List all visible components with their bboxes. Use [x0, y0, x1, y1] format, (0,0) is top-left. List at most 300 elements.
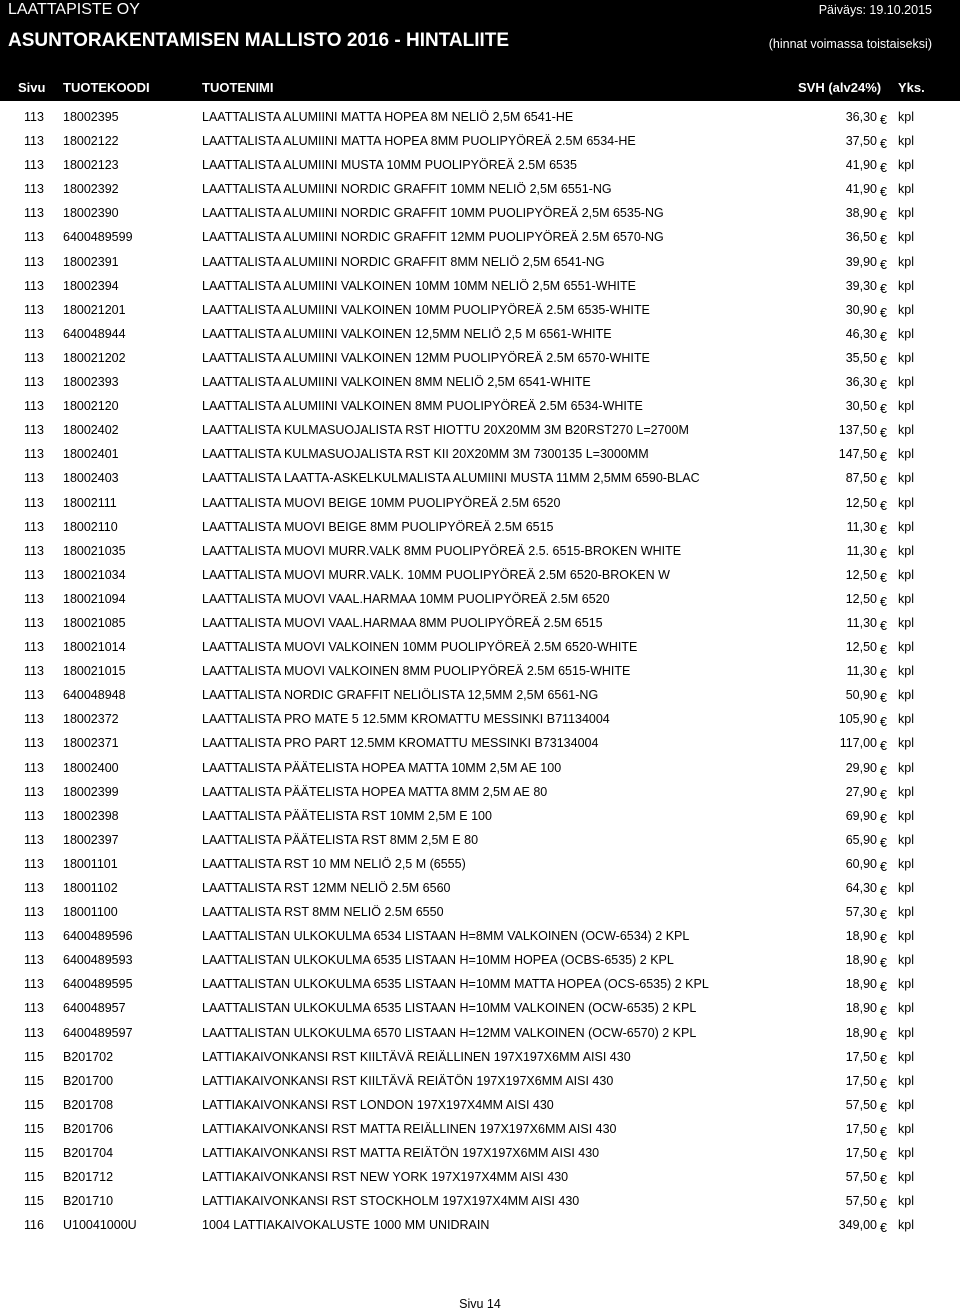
- euro-sign: €: [880, 667, 887, 682]
- cell-sivu: 113: [24, 856, 44, 871]
- cell-product-name: LAATTALISTA MUOVI BEIGE 10MM PUOLIPYÖREÄ 2.5M 6520: [202, 495, 561, 510]
- cell-sivu: 113: [24, 615, 44, 630]
- table-row: [0, 899, 960, 923]
- cell-price: 30,50: [845, 399, 877, 414]
- cell-unit: kpl: [898, 1001, 914, 1016]
- euro-sign: €: [880, 137, 887, 152]
- cell-price: 38,90: [845, 206, 877, 221]
- date-label: Päiväys: 19.10.2015: [818, 3, 932, 17]
- cell-product-code: 18002392: [63, 182, 119, 197]
- cell-unit: kpl: [898, 158, 914, 173]
- cell-sivu: 113: [24, 712, 44, 727]
- cell-price: 17,50: [845, 1146, 877, 1161]
- cell-unit: kpl: [898, 423, 914, 438]
- table-row: [0, 200, 960, 224]
- cell-price: 18,90: [845, 1001, 877, 1016]
- cell-sivu: 113: [24, 567, 44, 582]
- cell-product-code: 180021015: [63, 664, 126, 679]
- cell-product-name: LAATTALISTA ALUMIINI MATTA HOPEA 8M NELIÖ 2,5M 6541-HE: [202, 110, 574, 124]
- euro-sign: €: [880, 113, 887, 127]
- cell-product-code: 18002403: [63, 471, 119, 486]
- cell-product-name: LAATTALISTA MUOVI VAAL.HARMAA 8MM PUOLIPYÖREÄ 2.5M 6515: [202, 615, 603, 630]
- cell-price: 30,90: [845, 302, 877, 317]
- cell-price: 65,90: [845, 832, 877, 847]
- table-row: [0, 730, 960, 754]
- cell-sivu: 113: [24, 471, 44, 486]
- cell-product-name: LAATTALISTA KULMASUOJALISTA RST KII 20X20MM 3M 7300135 L=3000MM: [202, 447, 649, 462]
- table-row: [0, 875, 960, 899]
- euro-sign: €: [880, 185, 887, 200]
- cell-sivu: 113: [24, 1001, 44, 1016]
- euro-sign: €: [880, 594, 887, 609]
- cell-sivu: 113: [24, 760, 44, 775]
- table-row: [0, 224, 960, 248]
- cell-unit: kpl: [898, 278, 914, 293]
- euro-sign: €: [880, 305, 887, 320]
- euro-sign: €: [880, 811, 887, 826]
- cell-product-code: U10041000U: [63, 1218, 137, 1233]
- table-row: [0, 1092, 960, 1116]
- table-row: [0, 803, 960, 827]
- table-row: [0, 610, 960, 634]
- cell-unit: kpl: [898, 1073, 914, 1088]
- euro-sign: €: [880, 908, 887, 923]
- cell-unit: kpl: [898, 1146, 914, 1161]
- cell-unit: kpl: [898, 1121, 914, 1136]
- euro-sign: €: [880, 835, 887, 850]
- table-row: [0, 321, 960, 345]
- euro-sign: €: [880, 329, 887, 344]
- cell-unit: kpl: [898, 230, 914, 245]
- cell-price: 18,90: [845, 1025, 877, 1040]
- cell-sivu: 113: [24, 158, 44, 173]
- cell-sivu: 113: [24, 519, 44, 534]
- cell-product-name: LAATTALISTA PÄÄTELISTA HOPEA MATTA 10MM 2,5M AE 100: [202, 760, 562, 775]
- table-row: [0, 1212, 960, 1236]
- euro-sign: €: [880, 426, 887, 441]
- cell-product-name: LAATTALISTA ALUMIINI MUSTA 10MM PUOLIPYÖREÄ 2.5M 6535: [202, 158, 577, 173]
- euro-sign: €: [880, 859, 887, 874]
- cell-unit: kpl: [898, 1194, 914, 1209]
- cell-unit: kpl: [898, 543, 914, 558]
- table-row: [0, 249, 960, 273]
- euro-sign: €: [880, 1100, 887, 1115]
- cell-unit: kpl: [898, 664, 914, 679]
- table-row: [0, 297, 960, 321]
- cell-product-name: LAATTALISTA MUOVI VALKOINEN 10MM PUOLIPYÖREÄ 2.5M 6520-WHITE: [202, 640, 638, 655]
- table-row: [0, 947, 960, 971]
- euro-sign: €: [880, 498, 887, 513]
- cell-product-name: LAATTALISTA RST 8MM NELIÖ 2.5M 6550: [202, 905, 444, 920]
- cell-product-name: LAATTALISTA MUOVI VALKOINEN 8MM PUOLIPYÖREÄ 2.5M 6515-WHITE: [202, 664, 631, 679]
- cell-sivu: 113: [24, 736, 44, 751]
- cell-sivu: 113: [24, 495, 44, 510]
- cell-product-name: LAATTALISTA PRO MATE 5 12.5MM KROMATTU MESSINKI B71134004: [202, 712, 610, 727]
- cell-unit: kpl: [898, 1097, 914, 1112]
- column-header-sivu: Sivu: [18, 80, 46, 95]
- cell-product-code: 18002394: [63, 278, 119, 293]
- cell-product-name: LAATTALISTAN ULKOKULMA 6570 LISTAAN H=12MM VALKOINEN (OCW-6570) 2 KPL: [202, 1025, 697, 1040]
- cell-price: 29,90: [845, 760, 877, 775]
- cell-product-code: 18001101: [63, 856, 118, 871]
- euro-sign: €: [880, 787, 887, 802]
- cell-product-code: 6400489593: [63, 953, 133, 968]
- cell-sivu: 115: [24, 1146, 44, 1161]
- cell-product-name: LAATTALISTA MUOVI VAAL.HARMAA 10MM PUOLIPYÖREÄ 2.5M 6520: [202, 591, 610, 606]
- cell-sivu: 113: [24, 905, 44, 920]
- cell-product-code: 640048957: [63, 1001, 126, 1016]
- cell-product-name: LAATTALISTA ALUMIINI MATTA HOPEA 8MM PUOLIPYÖREÄ 2.5M 6534-HE: [202, 134, 636, 149]
- cell-unit: kpl: [898, 953, 914, 968]
- cell-unit: kpl: [898, 1218, 914, 1233]
- euro-sign: €: [880, 1076, 887, 1091]
- cell-product-code: 180021035: [63, 543, 126, 558]
- euro-sign: €: [880, 980, 887, 995]
- cell-unit: kpl: [898, 712, 914, 727]
- cell-sivu: 113: [24, 808, 44, 823]
- euro-sign: €: [880, 932, 887, 947]
- cell-product-name: LAATTALISTA ALUMIINI VALKOINEN 12,5MM NELIÖ 2,5 M 6561-WHITE: [202, 326, 612, 341]
- cell-product-code: 18002120: [63, 399, 119, 414]
- cell-sivu: 113: [24, 302, 44, 317]
- cell-product-code: 18002395: [63, 110, 119, 124]
- cell-product-name: 1004 LATTIAKAIVOKALUSTE 1000 MM UNIDRAIN: [202, 1218, 490, 1233]
- cell-product-code: 18002371: [63, 736, 119, 751]
- cell-product-code: 18002401: [63, 447, 119, 462]
- cell-product-code: 180021034: [63, 567, 126, 582]
- cell-product-code: 18002123: [63, 158, 119, 173]
- table-row: [0, 755, 960, 779]
- cell-price: 18,90: [845, 953, 877, 968]
- cell-product-code: B201706: [63, 1121, 114, 1136]
- cell-product-name: LATTIAKAIVONKANSI RST KIILTÄVÄ REIÄLLINEN 197X197X6MM AISI 430: [202, 1049, 631, 1064]
- cell-product-name: LATTIAKAIVONKANSI RST STOCKHOLM 197X197X4MM AISI 430: [202, 1194, 580, 1209]
- cell-product-name: LAATTALISTA KULMASUOJALISTA RST HIOTTU 20X20MM 3M B20RST270 L=2700M: [202, 423, 689, 438]
- table-row: [0, 441, 960, 465]
- cell-sivu: 113: [24, 977, 44, 992]
- cell-sivu: 115: [24, 1049, 44, 1064]
- cell-sivu: 113: [24, 230, 44, 245]
- cell-unit: kpl: [898, 302, 914, 317]
- cell-sivu: 113: [24, 134, 44, 149]
- cell-unit: kpl: [898, 471, 914, 486]
- table-row: [0, 1044, 960, 1068]
- cell-sivu: 113: [24, 929, 44, 944]
- cell-price: 60,90: [845, 856, 877, 871]
- cell-unit: kpl: [898, 640, 914, 655]
- cell-product-code: 18002397: [63, 832, 119, 847]
- table-row: [0, 682, 960, 706]
- cell-sivu: 113: [24, 278, 44, 293]
- cell-product-code: 18001102: [63, 881, 118, 895]
- cell-sivu: 115: [24, 1097, 44, 1112]
- cell-price: 17,50: [845, 1073, 877, 1088]
- cell-product-code: 18002111: [63, 495, 117, 510]
- table-row: [0, 538, 960, 562]
- cell-price: 11,30: [846, 615, 877, 630]
- cell-product-code: 640048944: [63, 326, 126, 341]
- cell-price: 18,90: [845, 977, 877, 992]
- cell-product-name: LAATTALISTA RST 10 MM NELIÖ 2,5 M (6555): [202, 856, 466, 871]
- table-row: [0, 128, 960, 152]
- euro-sign: €: [880, 739, 887, 754]
- company-name: LAATTAPISTE OY: [8, 1, 140, 18]
- column-header-code: TUOTEKOODI: [63, 80, 150, 95]
- cell-unit: kpl: [898, 326, 914, 341]
- cell-unit: kpl: [898, 1025, 914, 1040]
- cell-sivu: 113: [24, 375, 44, 390]
- cell-product-name: LAATTALISTA MUOVI BEIGE 8MM PUOLIPYÖREÄ 2.5M 6515: [202, 519, 554, 534]
- cell-product-code: 18002110: [63, 519, 118, 534]
- cell-unit: kpl: [898, 1170, 914, 1185]
- cell-product-name: LATTIAKAIVONKANSI RST LONDON 197X197X4MM AISI 430: [202, 1097, 554, 1112]
- cell-product-code: 180021201: [63, 302, 126, 317]
- document-title: ASUNTORAKENTAMISEN MALLISTO 2016 - HINTALIITE: [8, 30, 510, 51]
- table-row: [0, 1068, 960, 1092]
- table-row: [0, 273, 960, 297]
- cell-unit: kpl: [898, 110, 914, 124]
- page-number: Sivu 14: [459, 1297, 501, 1311]
- cell-price: 17,50: [845, 1049, 877, 1064]
- euro-sign: €: [880, 522, 887, 537]
- cell-sivu: 113: [24, 591, 44, 606]
- cell-sivu: 113: [24, 1025, 44, 1040]
- cell-product-code: B201702: [63, 1049, 114, 1064]
- cell-price: 39,90: [845, 254, 877, 269]
- cell-product-code: 18002402: [63, 423, 119, 438]
- euro-sign: €: [880, 209, 887, 224]
- cell-product-name: LAATTALISTA PÄÄTELISTA RST 8MM 2,5M E 80: [202, 832, 479, 847]
- cell-price: 46,30: [845, 326, 877, 341]
- cell-product-name: LAATTALISTAN ULKOKULMA 6535 LISTAAN H=10MM MATTA HOPEA (OCS-6535) 2 KPL: [202, 977, 709, 992]
- cell-product-code: 18002372: [63, 712, 119, 727]
- cell-unit: kpl: [898, 254, 914, 269]
- cell-unit: kpl: [898, 495, 914, 510]
- cell-unit: kpl: [898, 591, 914, 606]
- cell-product-name: LAATTALISTAN ULKOKULMA 6535 LISTAAN H=10MM VALKOINEN (OCW-6535) 2 KPL: [202, 1001, 697, 1016]
- table-row: [0, 706, 960, 730]
- table-row: [0, 345, 960, 369]
- cell-product-code: 6400489595: [63, 977, 133, 992]
- cell-product-name: LATTIAKAIVONKANSI RST MATTA REIÄLLINEN 197X197X6MM AISI 430: [202, 1121, 617, 1136]
- cell-product-name: LAATTALISTA ALUMIINI VALKOINEN 8MM NELIÖ 2,5M 6541-WHITE: [202, 375, 591, 390]
- cell-price: 41,90: [845, 158, 877, 173]
- table-row: [0, 971, 960, 995]
- table-row: [0, 827, 960, 851]
- euro-sign: €: [880, 1149, 887, 1164]
- cell-price: 57,50: [845, 1097, 877, 1112]
- cell-sivu: 113: [24, 832, 44, 847]
- cell-price: 57,30: [845, 905, 877, 920]
- cell-product-name: LAATTALISTA LAATTA-ASKELKULMALISTA ALUMIINI MUSTA 11MM 2,5MM 6590-BLAC: [202, 471, 700, 486]
- cell-unit: kpl: [898, 784, 914, 799]
- table-row: [0, 586, 960, 610]
- cell-unit: kpl: [898, 977, 914, 992]
- table-row: [0, 393, 960, 417]
- cell-product-name: LAATTALISTA PRO PART 12.5MM KROMATTU MESSINKI B73134004: [202, 736, 599, 751]
- cell-product-code: B201704: [63, 1146, 114, 1161]
- cell-price: 147,50: [838, 447, 877, 462]
- table-row: [0, 490, 960, 514]
- table-row: [0, 152, 960, 176]
- table-row: [0, 1140, 960, 1164]
- cell-price: 11,30: [846, 664, 877, 679]
- cell-sivu: 113: [24, 664, 44, 679]
- euro-sign: €: [880, 378, 887, 393]
- cell-price: 87,50: [845, 471, 877, 486]
- cell-product-code: 180021085: [63, 615, 126, 630]
- cell-product-code: 180021014: [63, 640, 126, 655]
- cell-product-code: 6400489599: [63, 230, 133, 245]
- column-header-name: TUOTENIMI: [202, 80, 274, 95]
- euro-sign: €: [880, 1028, 887, 1043]
- cell-sivu: 115: [24, 1073, 44, 1088]
- cell-sivu: 113: [24, 447, 44, 462]
- cell-price: 57,50: [845, 1170, 877, 1185]
- cell-product-code: 180021094: [63, 591, 126, 606]
- cell-product-name: LATTIAKAIVONKANSI RST MATTA REIÄTÖN 197X197X6MM AISI 430: [202, 1146, 600, 1161]
- euro-sign: €: [880, 884, 887, 898]
- header-divider: [16, 96, 958, 98]
- header-banner: [0, 0, 960, 101]
- cell-unit: kpl: [898, 832, 914, 847]
- euro-sign: €: [880, 715, 887, 730]
- cell-price: 12,50: [845, 567, 877, 582]
- cell-unit: kpl: [898, 206, 914, 221]
- euro-sign: €: [880, 570, 887, 585]
- cell-product-name: LAATTALISTA ALUMIINI VALKOINEN 10MM PUOLIPYÖREÄ 2.5M 6535-WHITE: [202, 302, 650, 317]
- column-header-price: SVH (alv24%): [798, 80, 882, 95]
- euro-sign: €: [880, 281, 887, 296]
- cell-product-name: LAATTALISTA ALUMIINI VALKOINEN 12MM PUOLIPYÖREÄ 2.5M 6570-WHITE: [202, 350, 650, 365]
- cell-price: 105,90: [838, 712, 877, 727]
- cell-price: 36,30: [845, 110, 877, 124]
- cell-product-code: 18002393: [63, 375, 119, 390]
- euro-sign: €: [880, 474, 887, 489]
- cell-sivu: 113: [24, 881, 44, 895]
- cell-unit: kpl: [898, 905, 914, 920]
- cell-unit: kpl: [898, 519, 914, 534]
- cell-product-name: LAATTALISTA PÄÄTELISTA HOPEA MATTA 8MM 2,5M AE 80: [202, 784, 548, 799]
- cell-product-name: LAATTALISTA ALUMIINI NORDIC GRAFFIT 10MM PUOLIPYÖREÄ 2,5M 6535-NG: [202, 206, 664, 221]
- cell-price: 64,30: [845, 881, 877, 895]
- cell-unit: kpl: [898, 615, 914, 630]
- cell-unit: kpl: [898, 929, 914, 944]
- cell-sivu: 113: [24, 688, 44, 703]
- cell-sivu: 113: [24, 350, 44, 365]
- euro-sign: €: [880, 257, 887, 272]
- validity-note: (hinnat voimassa toistaiseksi): [768, 37, 932, 51]
- cell-price: 69,90: [845, 808, 877, 823]
- cell-unit: kpl: [898, 399, 914, 414]
- cell-product-code: B201710: [63, 1194, 114, 1209]
- table-row: [0, 1164, 960, 1188]
- cell-unit: kpl: [898, 567, 914, 582]
- cell-unit: kpl: [898, 808, 914, 823]
- euro-sign: €: [880, 1004, 887, 1019]
- euro-sign: €: [880, 233, 887, 248]
- cell-product-code: 6400489596: [63, 929, 133, 944]
- cell-unit: kpl: [898, 1049, 914, 1064]
- table-row: [0, 465, 960, 489]
- cell-price: 27,90: [845, 784, 877, 799]
- cell-sivu: 115: [24, 1121, 44, 1136]
- cell-price: 11,30: [846, 543, 877, 558]
- table-row: [0, 417, 960, 441]
- table-row: [0, 1188, 960, 1212]
- cell-price: 117,00: [839, 736, 877, 751]
- cell-product-code: B201712: [63, 1170, 114, 1185]
- cell-unit: kpl: [898, 350, 914, 365]
- cell-price: 12,50: [845, 640, 877, 655]
- cell-product-name: LAATTALISTA ALUMIINI NORDIC GRAFFIT 10MM NELIÖ 2,5M 6551-NG: [202, 182, 612, 197]
- cell-unit: kpl: [898, 856, 914, 871]
- cell-product-name: LAATTALISTA MUOVI MURR.VALK. 10MM PUOLIPYÖREÄ 2.5M 6520-BROKEN W: [202, 567, 670, 582]
- cell-unit: kpl: [898, 134, 914, 149]
- cell-product-code: 18002398: [63, 808, 119, 823]
- euro-sign: €: [880, 402, 887, 417]
- cell-sivu: 115: [24, 1170, 44, 1185]
- cell-unit: kpl: [898, 447, 914, 462]
- cell-sivu: 115: [24, 1194, 44, 1209]
- table-row: [0, 104, 960, 128]
- cell-product-name: LAATTALISTA RST 12MM NELIÖ 2.5M 6560: [202, 881, 451, 895]
- table-row: [0, 1020, 960, 1044]
- cell-sivu: 113: [24, 399, 44, 414]
- cell-product-name: LAATTALISTAN ULKOKULMA 6535 LISTAAN H=10MM HOPEA (OCBS-6535) 2 KPL: [202, 953, 674, 968]
- cell-product-name: LATTIAKAIVONKANSI RST KIILTÄVÄ REIÄTÖN 197X197X6MM AISI 430: [202, 1073, 614, 1088]
- price-table: [0, 104, 960, 1236]
- cell-unit: kpl: [898, 182, 914, 197]
- cell-sivu: 113: [24, 640, 44, 655]
- cell-sivu: 116: [24, 1218, 44, 1233]
- euro-sign: €: [880, 161, 887, 176]
- cell-sivu: 113: [24, 543, 44, 558]
- cell-product-code: 18001100: [63, 905, 118, 920]
- euro-sign: €: [880, 353, 887, 368]
- cell-product-name: LAATTALISTA ALUMIINI VALKOINEN 8MM PUOLIPYÖREÄ 2.5M 6534-WHITE: [202, 399, 643, 414]
- table-row: [0, 995, 960, 1019]
- cell-product-code: 6400489597: [63, 1025, 133, 1040]
- euro-sign: €: [880, 618, 887, 633]
- cell-product-code: B201700: [63, 1073, 114, 1088]
- cell-product-name: LAATTALISTA MUOVI MURR.VALK 8MM PUOLIPYÖREÄ 2.5. 6515-BROKEN WHITE: [202, 543, 682, 558]
- cell-price: 18,90: [845, 929, 877, 944]
- cell-product-name: LATTIAKAIVONKANSI RST NEW YORK 197X197X4MM AISI 430: [202, 1170, 569, 1185]
- column-header-unit: Yks.: [898, 80, 925, 95]
- cell-product-code: 18002399: [63, 784, 119, 799]
- cell-product-name: LAATTALISTA PÄÄTELISTA RST 10MM 2,5M E 100: [202, 808, 492, 823]
- cell-price: 36,50: [845, 230, 877, 245]
- cell-price: 57,50: [845, 1194, 877, 1209]
- cell-price: 35,50: [845, 350, 877, 365]
- table-row: [0, 514, 960, 538]
- cell-product-name: LAATTALISTA ALUMIINI VALKOINEN 10MM 10MM NELIÖ 2,5M 6551-WHITE: [202, 278, 636, 293]
- cell-price: 11,30: [846, 519, 877, 534]
- cell-price: 37,50: [845, 134, 877, 149]
- euro-sign: €: [880, 1197, 887, 1212]
- cell-sivu: 113: [24, 110, 44, 124]
- euro-sign: €: [880, 763, 887, 778]
- table-row: [0, 1116, 960, 1140]
- cell-sivu: 113: [24, 182, 44, 197]
- cell-unit: kpl: [898, 375, 914, 390]
- cell-product-code: 18002122: [63, 134, 119, 149]
- euro-sign: €: [880, 450, 887, 465]
- cell-price: 50,90: [845, 688, 877, 703]
- cell-product-code: 640048948: [63, 688, 126, 703]
- euro-sign: €: [880, 1052, 887, 1067]
